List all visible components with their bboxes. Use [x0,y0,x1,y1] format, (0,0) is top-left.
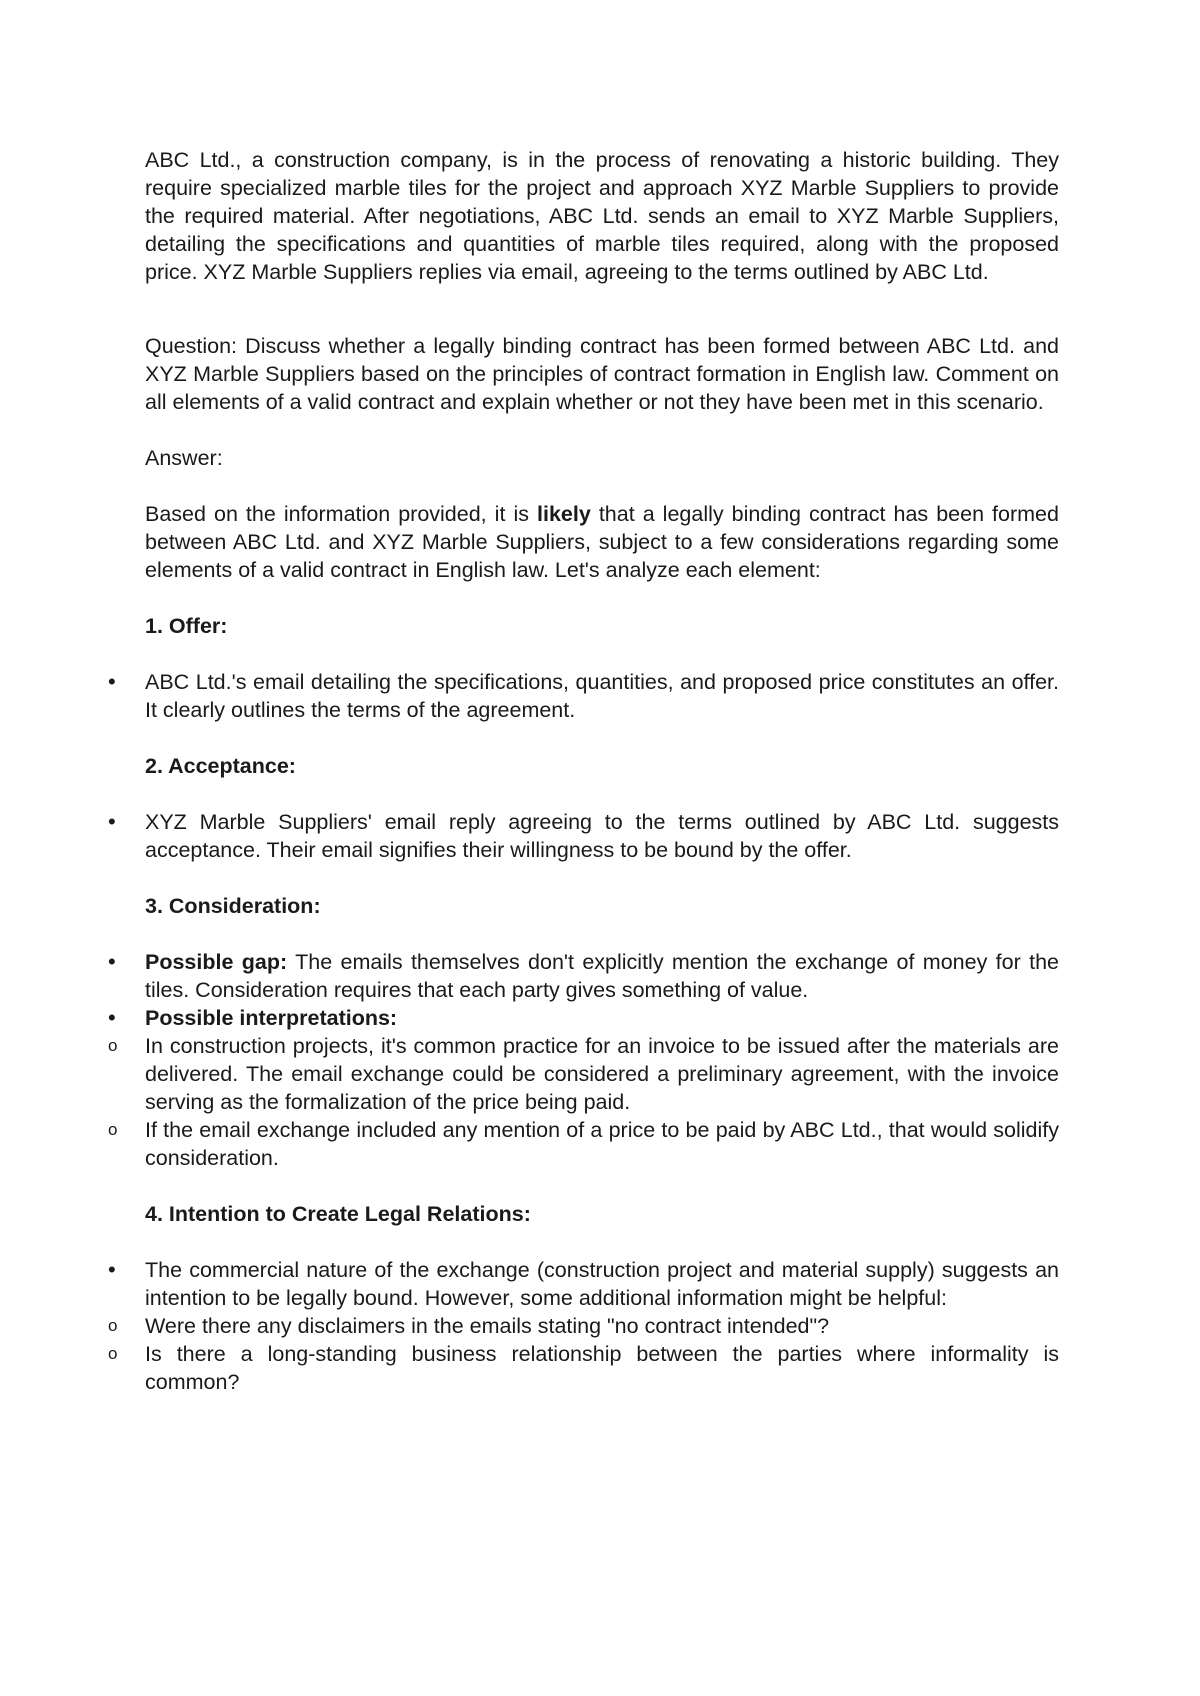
answer-text-before: Based on the information provided, it is [145,502,537,526]
list-item-text: The commercial nature of the exchange (construction project and material supply) suggests an intention to be legally bound. However, some additional information might be helpful: [145,1258,1059,1310]
list-item [108,1312,1059,1340]
list-item-label: Possible gap: [145,950,288,974]
list-item [108,668,1059,724]
list-item-text: ABC Ltd.'s email detailing the specifications, quantities, and proposed price constitutes an offer. It clearly outlines the terms of the agreement. [145,670,1059,722]
list-item [108,808,1059,864]
bullet-dot-icon: • [108,809,116,834]
list-item [108,1256,1059,1312]
list-item-text: Is there a long-standing business relationship between the parties where informality is common? [145,1342,1059,1394]
intention-list [108,1256,1059,1396]
offer-list [108,668,1059,724]
bullet-circle-icon: o [108,1120,118,1139]
section-heading-consideration: 3. Consideration: [145,894,321,918]
section-heading-offer: 1. Offer: [145,614,228,638]
consideration-list [108,948,1059,1172]
answer-label: Answer: [145,446,223,470]
section-heading-intention: 4. Intention to Create Legal Relations: [145,1202,531,1226]
list-item-label: Possible interpretations: [145,1006,398,1030]
answer-text-bold: likely [537,502,591,526]
answer-text-after: that a legally binding contract has been formed between ABC Ltd. and XYZ Marble Suppliers, subject to a few considerations regarding some elements of a valid contract in English law. Let's analyze each element: [145,502,1059,582]
list-item [108,1032,1059,1116]
bullet-dot-icon: • [108,1005,116,1030]
list-item [108,1004,1059,1032]
answer-paragraph [145,500,1059,584]
list-item-text: In construction projects, it's common practice for an invoice to be issued after the materials are delivered. The email exchange could be considered a preliminary agreement, with the invoice serving as the formalization of the price being paid. [145,1034,1059,1114]
acceptance-list [108,808,1059,864]
bullet-dot-icon: • [108,1257,116,1282]
bullet-dot-icon: • [108,949,116,974]
document-page [108,146,1059,1424]
list-item [108,1340,1059,1396]
list-item-text: If the email exchange included any mention of a price to be paid by ABC Ltd., that would solidify consideration. [145,1118,1059,1170]
intro-paragraph: ABC Ltd., a construction company, is in the process of renovating a historic building. They require specialized marble tiles for the project and approach XYZ Marble Suppliers to provide the required material. After negotiations, ABC Ltd. sends an email to XYZ Marble Suppliers, detailing the specifications and quantities of marble tiles required, along with the proposed price. XYZ Marble Suppliers replies via email, agreeing to the terms outlined by ABC Ltd. [145,148,1059,284]
bullet-circle-icon: o [108,1316,118,1335]
bullet-circle-icon: o [108,1344,118,1363]
list-item [108,1116,1059,1172]
question-paragraph: Question: Discuss whether a legally binding contract has been formed between ABC Ltd. and XYZ Marble Suppliers based on the principles of contract formation in English law. Comment on all elements of a valid contract and explain whether or not they have been met in this scenario. [145,334,1059,414]
bullet-dot-icon: • [108,669,116,694]
bullet-circle-icon: o [108,1036,118,1055]
list-item-text: XYZ Marble Suppliers' email reply agreeing to the terms outlined by ABC Ltd. suggests acceptance. Their email signifies their willingness to be bound by the offer. [145,810,1059,862]
list-item-text: The emails themselves don't explicitly mention the exchange of money for the tiles. Consideration requires that each party gives something of value. [145,950,1059,1002]
section-heading-acceptance: 2. Acceptance: [145,754,296,778]
list-item [108,948,1059,1004]
list-item-text: Were there any disclaimers in the emails stating "no contract intended"? [145,1314,830,1338]
